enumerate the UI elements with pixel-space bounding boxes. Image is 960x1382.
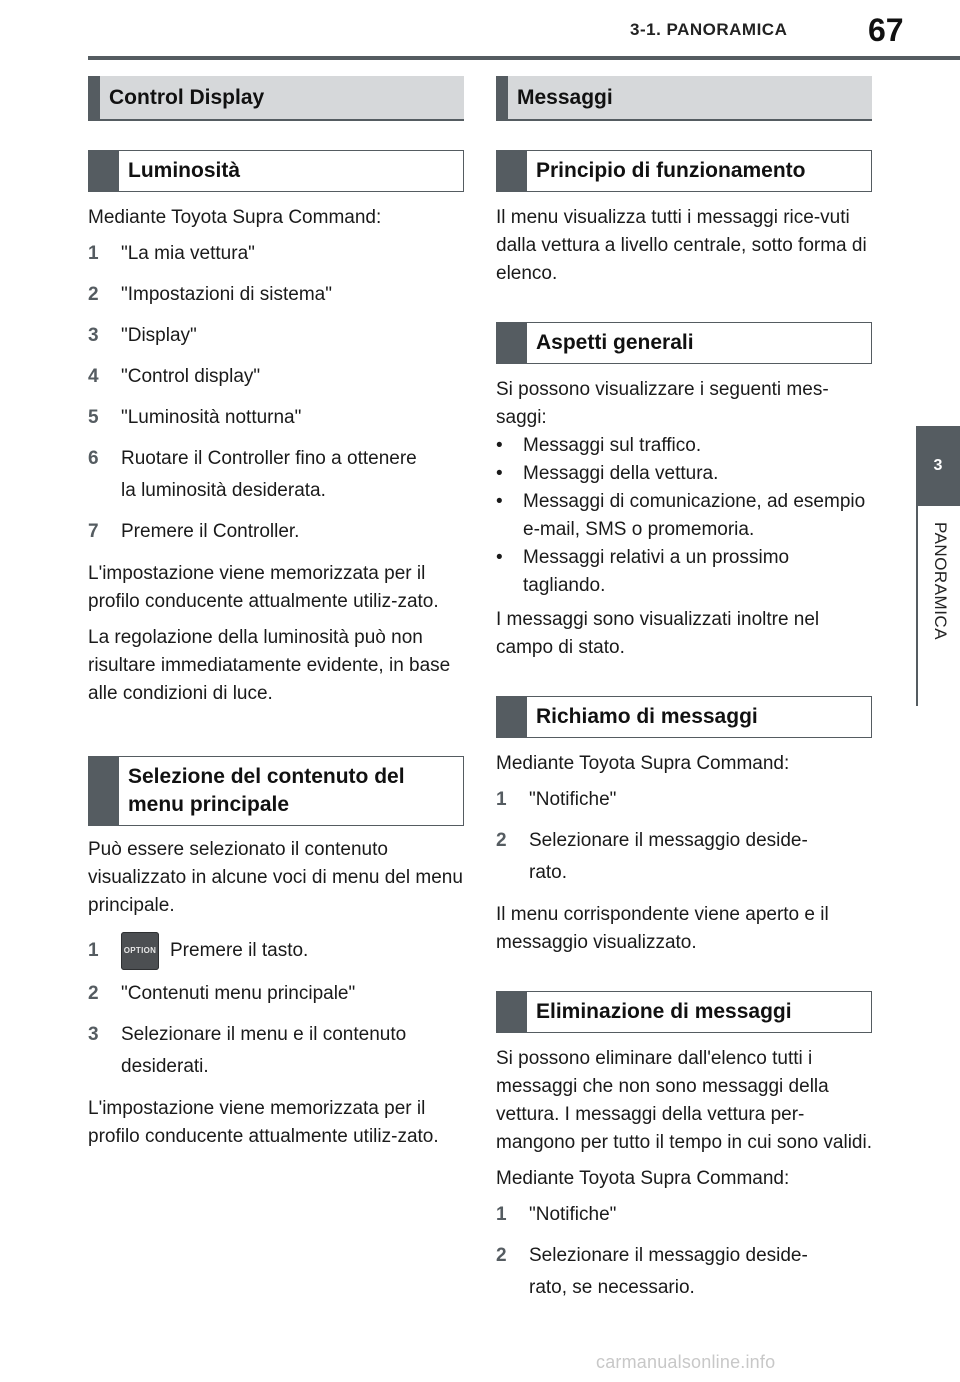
chapter-number: 3 [916, 426, 960, 506]
bullet-icon: • [496, 463, 503, 484]
right-column [496, 76, 872, 1302]
subheading-eliminazione [496, 991, 872, 1033]
step-item [88, 322, 464, 350]
intro-text: Mediante Toyota Supra Command: [496, 753, 790, 774]
intro-text: Può essere selezionato il contenuto visualizzato in alcune voci di menu del menu principale. [88, 839, 463, 916]
section-heading-text: Control Display [109, 85, 265, 109]
step-item [88, 363, 464, 391]
step-item [88, 240, 464, 268]
step-number: 2 [88, 983, 99, 1004]
subheading-text: Principio di funzionamento [536, 159, 806, 182]
subheading-selezione [88, 756, 464, 826]
bullet-list [496, 432, 872, 600]
step-text-line: desiderati. [121, 1056, 209, 1077]
subheading-bar [89, 151, 119, 191]
bullet-icon: • [496, 491, 503, 512]
step-item [496, 786, 872, 814]
subheading-principio [496, 150, 872, 192]
left-column [88, 76, 464, 1151]
step-number: 5 [88, 407, 99, 428]
step-item [496, 1242, 872, 1302]
subheading-bar [497, 151, 527, 191]
step-text-line: la luminosità desiderata. [121, 480, 326, 501]
subheading-bar [497, 323, 527, 363]
list-item-text: Messaggi di comunicazione, ad esempio e-mail, SMS o promemoria. [523, 491, 866, 540]
body-paragraph: Il menu corrispondente viene aperto e il messaggio visualizzato. [496, 904, 829, 953]
list-item [496, 460, 872, 488]
subheading-luminosita [88, 150, 464, 192]
bullet-icon: • [496, 435, 503, 456]
step-number: 3 [88, 325, 99, 346]
step-number: 1 [496, 1204, 507, 1225]
option-button-icon: OPTION [121, 932, 159, 970]
step-number: 7 [88, 521, 99, 542]
step-number: 3 [88, 1024, 99, 1045]
step-text [529, 827, 872, 887]
step-item [88, 445, 464, 505]
step-item [88, 932, 464, 970]
step-item [88, 1021, 464, 1081]
section-title: 3-1. PANORAMICA [630, 20, 788, 39]
subheading-bar [89, 757, 119, 825]
body-paragraph: L'impostazione viene memorizzata per il profilo conducente attualmente utiliz-zato. [88, 1098, 439, 1147]
step-text: "Impostazioni di sistema" [121, 284, 332, 305]
section-heading-text: Messaggi [517, 85, 613, 109]
step-item [88, 404, 464, 432]
body-paragraph: Si possono eliminare dall'elenco tutti i messaggi che non sono messaggi della vettura. I messaggi della vettura per-mangono per tutto il tempo in cui sono validi. [496, 1048, 872, 1153]
step-text: Premere il Controller. [121, 521, 300, 542]
subheading-aspetti [496, 322, 872, 364]
step-text [529, 1242, 872, 1302]
heading-bar [496, 76, 508, 119]
list-item-text: Messaggi sul traffico. [523, 435, 702, 456]
subheading-text: Selezione del contenuto del menu principale [128, 765, 405, 816]
step-number: 2 [88, 284, 99, 305]
list-item [496, 488, 872, 544]
step-text-line: Selezionare il messaggio deside- [529, 830, 808, 851]
step-item [496, 1201, 872, 1229]
subheading-text: Richiamo di messaggi [536, 705, 758, 728]
step-item [88, 518, 464, 546]
list-item-text: Messaggi della vettura. [523, 463, 719, 484]
step-item [496, 827, 872, 887]
section-heading-messaggi [496, 76, 872, 121]
step-text: "Notifiche" [529, 789, 617, 810]
list-item [496, 432, 872, 460]
subheading-richiamo [496, 696, 872, 738]
step-text: "Luminosità notturna" [121, 407, 302, 428]
step-number: 6 [88, 448, 99, 469]
step-text-line: Ruotare il Controller fino a ottenere [121, 448, 417, 469]
step-text: "Contenuti menu principale" [121, 983, 356, 1004]
step-number: 1 [88, 940, 99, 961]
step-number: 4 [88, 366, 99, 387]
heading-bar [88, 76, 100, 119]
step-text-line: rato. [529, 862, 568, 883]
bullet-icon: • [496, 547, 503, 568]
body-paragraph: L'impostazione viene memorizzata per il profilo conducente attualmente utiliz-zato. [88, 563, 439, 612]
step-item [88, 980, 464, 1008]
subheading-text: Aspetti generali [536, 331, 694, 354]
step-text: "La mia vettura" [121, 243, 255, 264]
watermark: carmanualsonline.info [596, 1352, 776, 1372]
chapter-tab-divider [916, 506, 918, 706]
step-text: Premere il tasto. [170, 940, 309, 961]
step-number: 2 [496, 830, 507, 851]
step-text-line: rato, se necessario. [529, 1277, 695, 1298]
step-text-line: Selezionare il messaggio deside- [529, 1245, 808, 1266]
subheading-text: Eliminazione di messaggi [536, 1000, 792, 1023]
body-paragraph: La regolazione della luminosità può non risultare immediatamente evidente, in base alle condizioni di luce. [88, 627, 451, 704]
subheading-bar [497, 992, 527, 1032]
step-number: 2 [496, 1245, 507, 1266]
body-paragraph: I messaggi sono visualizzati inoltre nel campo di stato. [496, 609, 820, 658]
list-item-text: Messaggi relativi a un prossimo tagliando. [523, 547, 790, 596]
step-text: "Notifiche" [529, 1204, 617, 1225]
body-paragraph: Il menu visualizza tutti i messaggi rice-vuti dalla vettura a livello centrale, sotto forma di elenco. [496, 207, 867, 284]
step-text: "Control display" [121, 366, 261, 387]
page-number: 67 [868, 12, 904, 48]
list-item [496, 544, 872, 600]
header-divider [88, 56, 960, 60]
step-text [121, 445, 464, 505]
intro-text: Mediante Toyota Supra Command: [496, 1168, 790, 1189]
chapter-label: PANORAMICA [931, 522, 950, 641]
section-heading-control-display [88, 76, 464, 121]
subheading-text: Luminosità [128, 159, 241, 182]
step-number: 1 [496, 789, 507, 810]
step-text [121, 1021, 464, 1081]
intro-text: Si possono visualizzare i seguenti mes-saggi: [496, 379, 829, 428]
step-item [88, 281, 464, 309]
step-text: "Display" [121, 325, 197, 346]
subheading-bar [497, 697, 527, 737]
step-text-line: Selezionare il menu e il contenuto [121, 1024, 407, 1045]
step-number: 1 [88, 243, 99, 264]
intro-text: Mediante Toyota Supra Command: [88, 207, 382, 228]
